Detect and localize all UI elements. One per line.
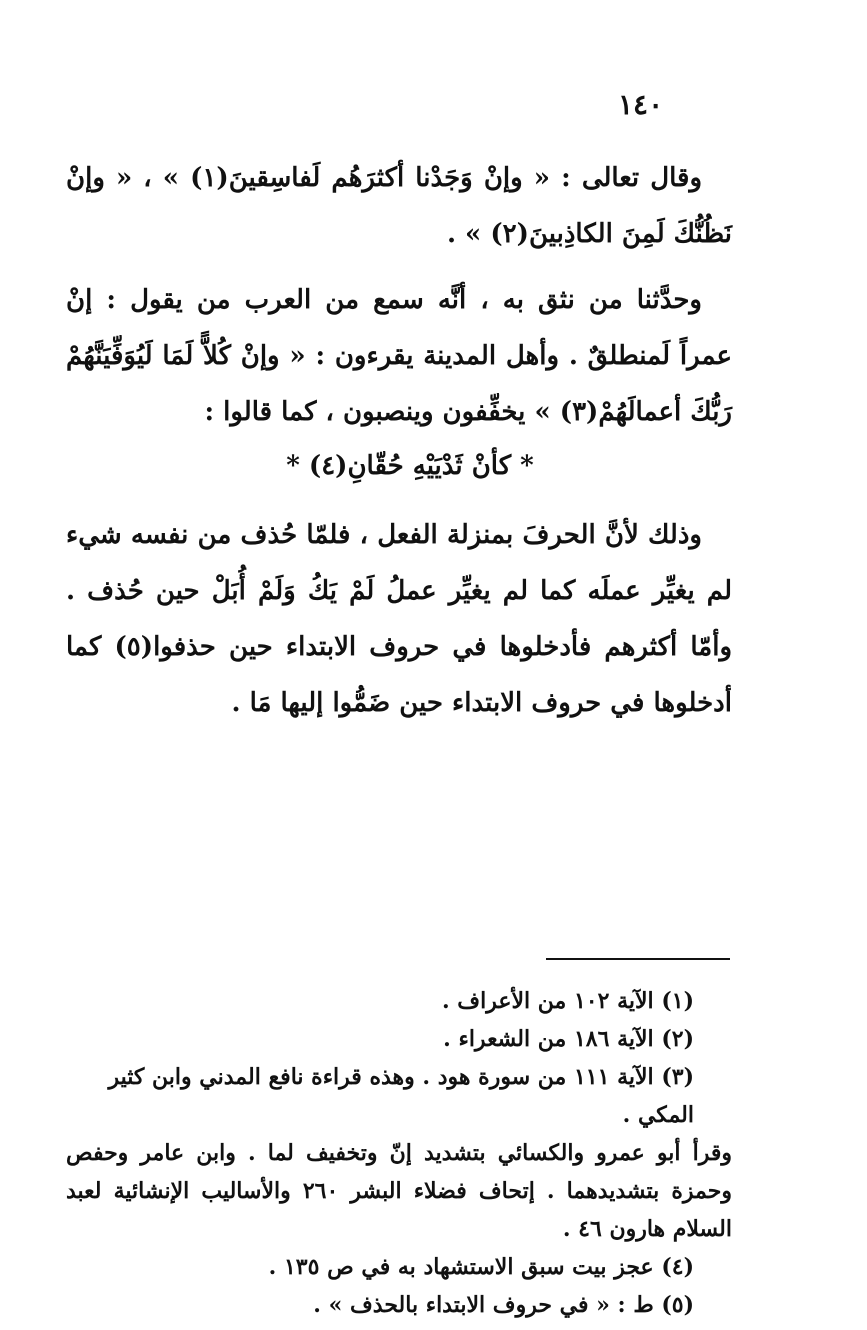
footnote-4: (٤) عجز بيت سبق الاستشهاد به في ص ١٣٥ . (268, 1254, 694, 1280)
paragraph-text: وحدَّثنا من نثق به ، أنَّه سمع من العرب من يقول : إنْ عمراً لَمنطلقٌ . وأهل المدينة يقرءون : « وإنْ كُلاًّ لَمَا لَيُوَفِّيَنَّهُمْ رَبُّكَ أعمالَهُمْ(٣) » يخفِّفون وينصبون ، كما قالوا : (66, 285, 732, 427)
footnote-3 (66, 1058, 732, 1248)
footnote-5: (٥) ط : « في حروف الابتداء بالحذف » . (313, 1292, 694, 1318)
paragraph-text: وقال تعالى : « وإنْ وَجَدْنا أكثرَهُم لَفاسِقينَ(١) » ، « وإنْ نَظُنُّكَ لَمِنَ الكاذِبينَ(٢) » . (66, 163, 732, 249)
paragraph-quran-citation (66, 150, 732, 262)
footnote-3-continuation: وقرأ أبو عمرو والكسائي بتشديد إنّ وتخفيف لما . وابن عامر وحفص وحمزة بتشديدهما . إتحاف فضلاء البشر ٢٦٠ والأساليب الإنشائية لعبد السلام هارون ٤٦ . (66, 1140, 732, 1242)
paragraph-text: وذلك لأنَّ الحرفَ بمنزلة الفعل ، فلمّا حُذف من نفسه شيء لم يغيِّر عملَه كما لم يغيِّر عملُ لَمْ يَكُ وَلَمْ أُبَلْ حين حُذف . وأمّا أكثرهم فأدخلوها في حروف الابتداء حين حذفوا(٥) كما أدخلوها في حروف الابتداء حين ضَمُّوا إليها مَا . (66, 520, 733, 718)
footnote-2: (٢) الآية ١٨٦ من الشعراء . (443, 1026, 694, 1052)
footnote-divider (546, 958, 730, 960)
page-number: ١٤٠ (618, 88, 664, 121)
footnote-3-first-line: (٣) الآية ١١١ من سورة هود . وهذه قراءة نافع المدني وابن كثير المكي . (108, 1064, 694, 1128)
footnote-1: (١) الآية ١٠٢ من الأعراف . (441, 988, 694, 1014)
poetry-verse: * كأنْ ثَدْيَيْهِ حُقّانِ(٤) * (286, 451, 534, 481)
paragraph-arab-usage (66, 272, 732, 440)
paragraph-explanation (66, 507, 732, 731)
footnotes-section (66, 982, 732, 1324)
